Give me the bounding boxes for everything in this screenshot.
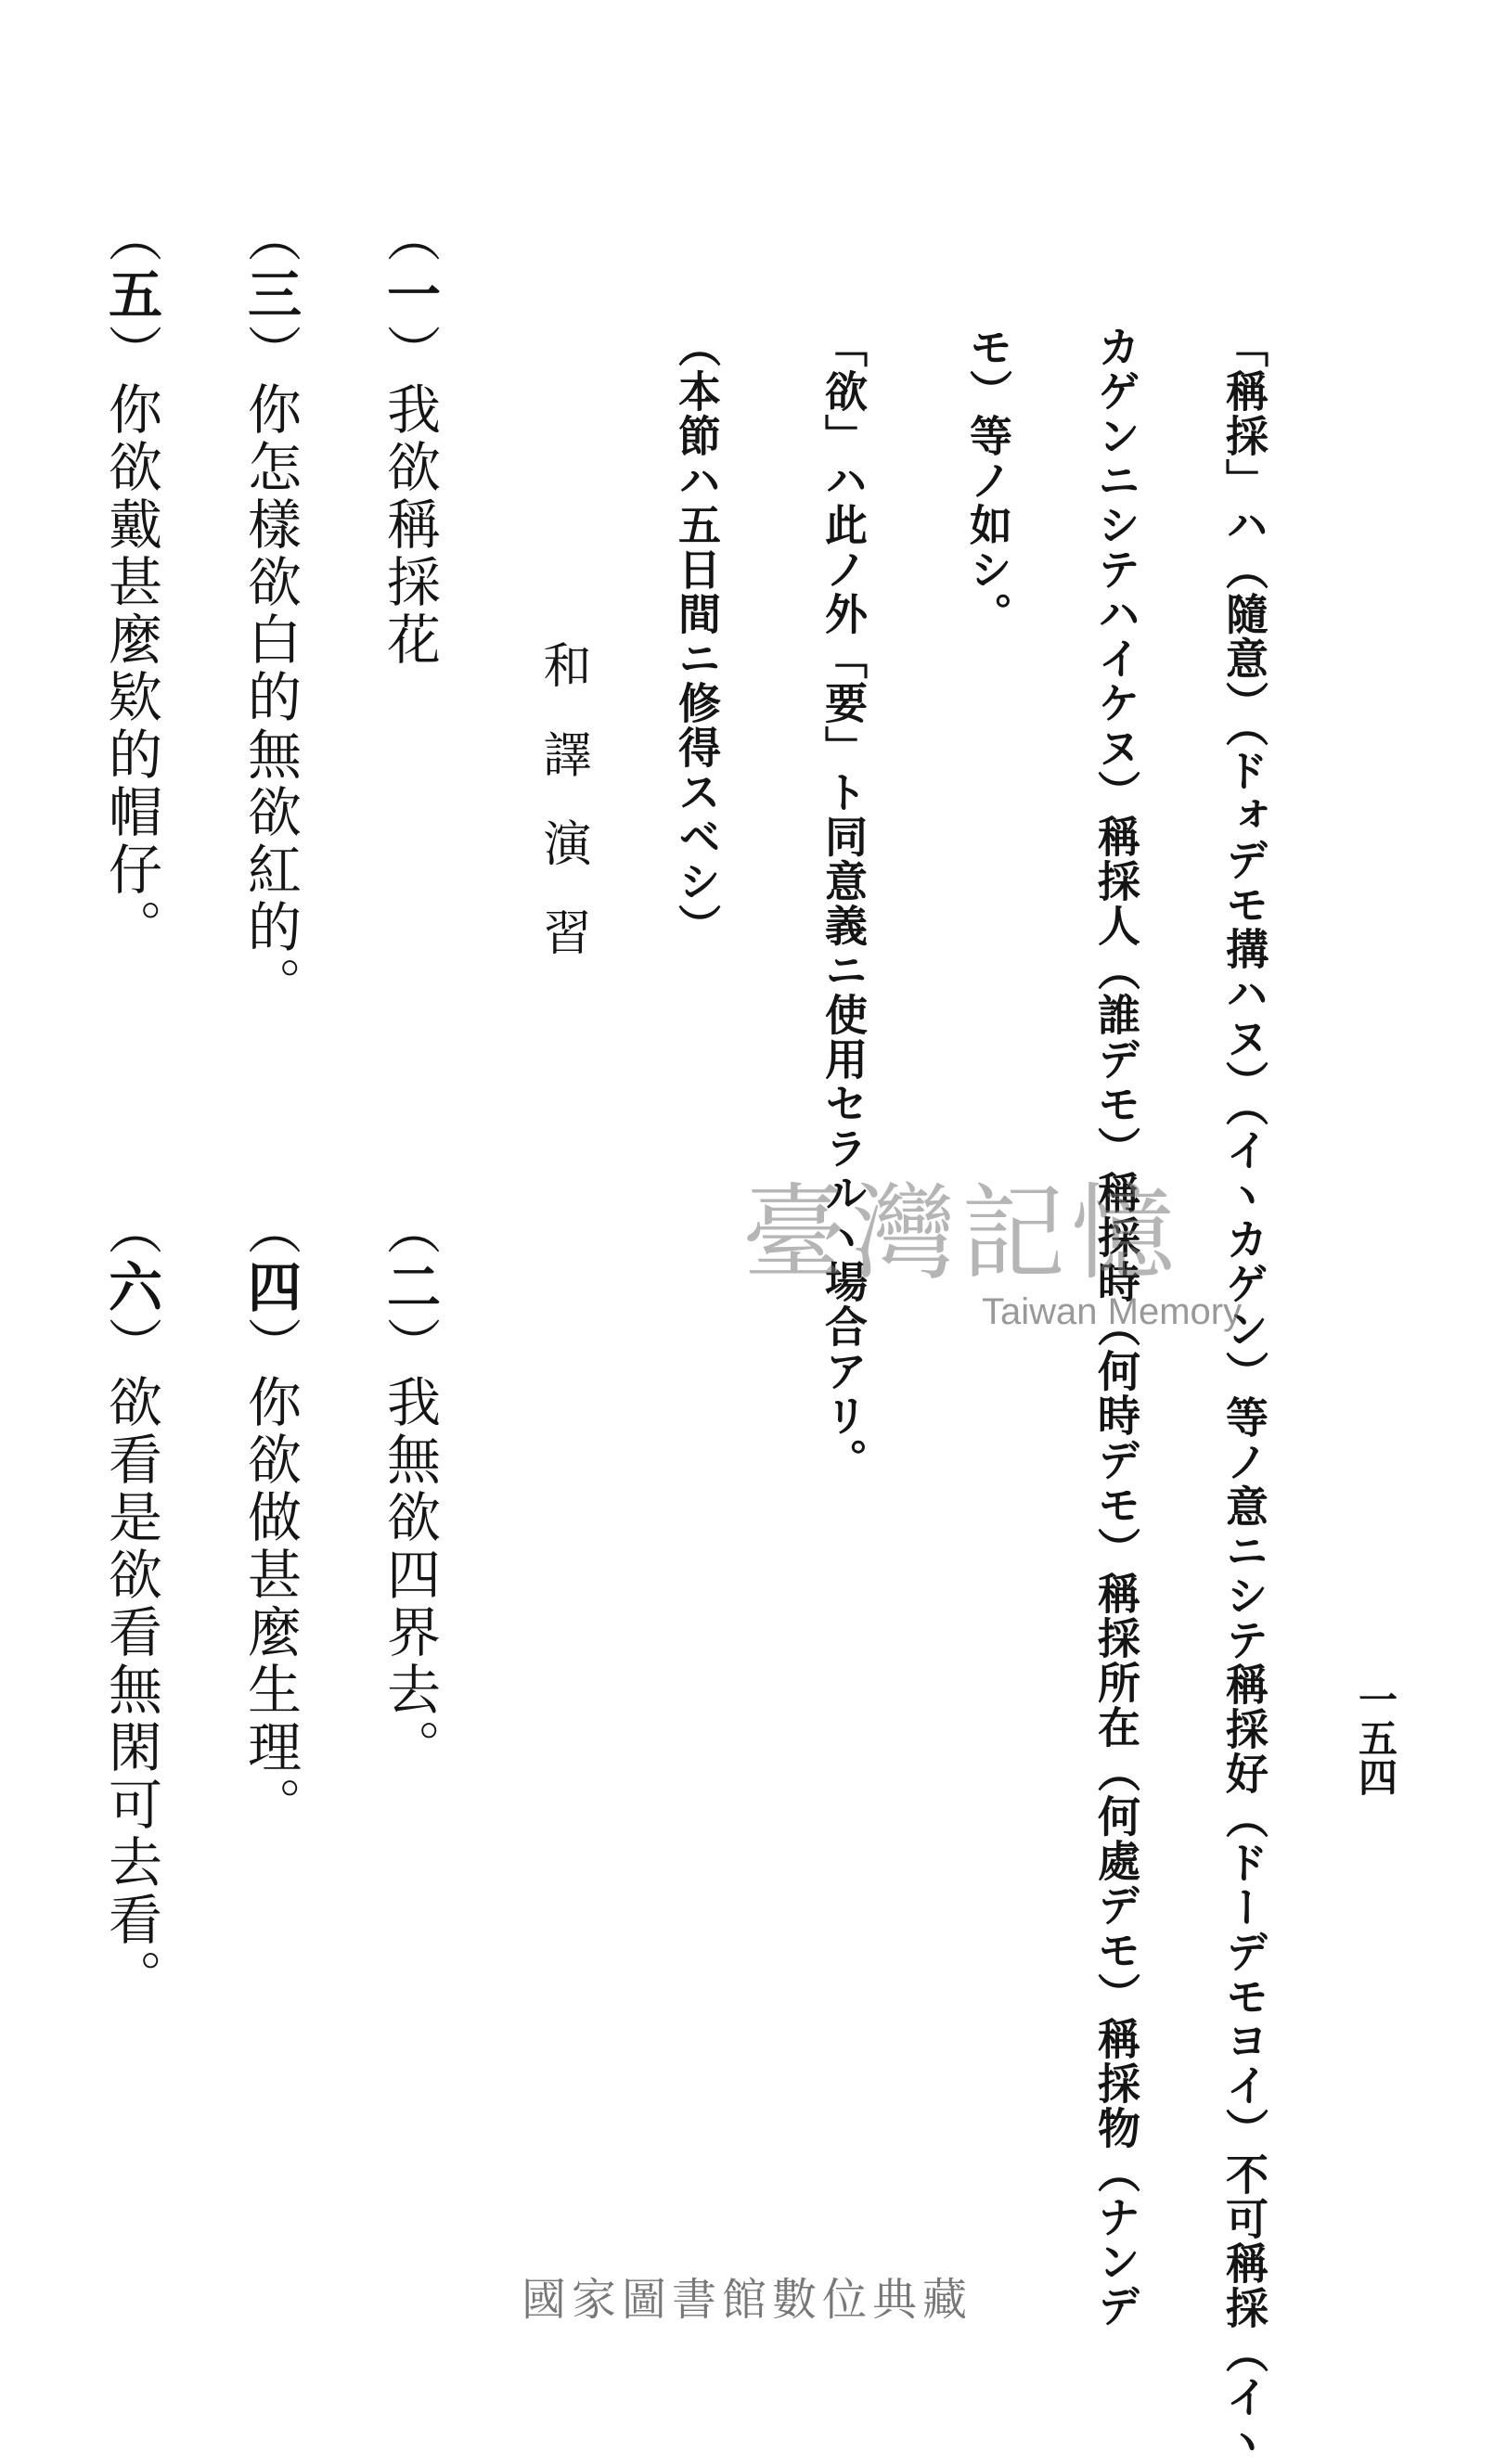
watermark-logo: 臺灣記憶 [742, 1174, 1180, 1294]
note-line-5: （本節ハ五日間ニ修得スベシ） [672, 325, 722, 948]
watermark-subtitle: Taiwan Memory [982, 1291, 1243, 1332]
exercise-number: 三 [238, 266, 302, 324]
exercise-number: 二 [378, 1259, 441, 1316]
exercise-text: 我欲稱採花 [378, 381, 441, 669]
exercise-4: （四）你欲做甚麼生理。 [238, 1201, 302, 1834]
note-line-3: モ）等ノ如シ。 [963, 325, 1013, 636]
exercise-2: （二）我無欲四界去。 [378, 1201, 441, 1777]
exercise-text: 你欲戴甚麼欵的帽仔。 [99, 381, 162, 956]
note-line-2: カゲンニシテハイケヌ）稱採人（誰デモ）稱採時（何時デモ）稱採所在（何處デモ）稱採物（ナンデ [1091, 325, 1141, 2329]
exercise-text: 我無欲四界去。 [378, 1374, 441, 1777]
footer-credit: 國家圖書館數位典藏 [521, 2274, 972, 2326]
exercise-text: 你欲做甚麼生理。 [238, 1374, 302, 1834]
exercise-number: 六 [99, 1259, 162, 1316]
exercise-number: 五 [99, 266, 162, 324]
exercise-3: （三）你怎樣欲白的無欲紅的。 [238, 209, 302, 1014]
note-line-1: 「稱採」ハ（隨意）（ドォデモ搆ハヌ）（イヽカゲン）等ノ意ニシテ稱採好（ドーデモヨイ）不可稱採（イヽ [1219, 325, 1269, 2464]
exercise-1: （一）我欲稱採花 [378, 209, 441, 669]
section-heading: 和譯演習 [534, 640, 590, 996]
exercise-text: 欲看是欲看無閑可去看。 [99, 1374, 162, 2007]
exercise-number: 一 [378, 266, 441, 324]
exercise-text: 你怎樣欲白的無欲紅的。 [238, 381, 302, 1014]
note-line-4: 「欲」ハ此ノ外「要」ト同意義ニ使用セラルヽ場合アリ。 [818, 325, 869, 1482]
exercise-number: 四 [238, 1259, 302, 1316]
exercise-5: （五）你欲戴甚麼欵的帽仔。 [99, 209, 162, 956]
page-number: 一五四 [1353, 1679, 1398, 1796]
exercise-6: （六）欲看是欲看無閑可去看。 [99, 1201, 162, 2007]
